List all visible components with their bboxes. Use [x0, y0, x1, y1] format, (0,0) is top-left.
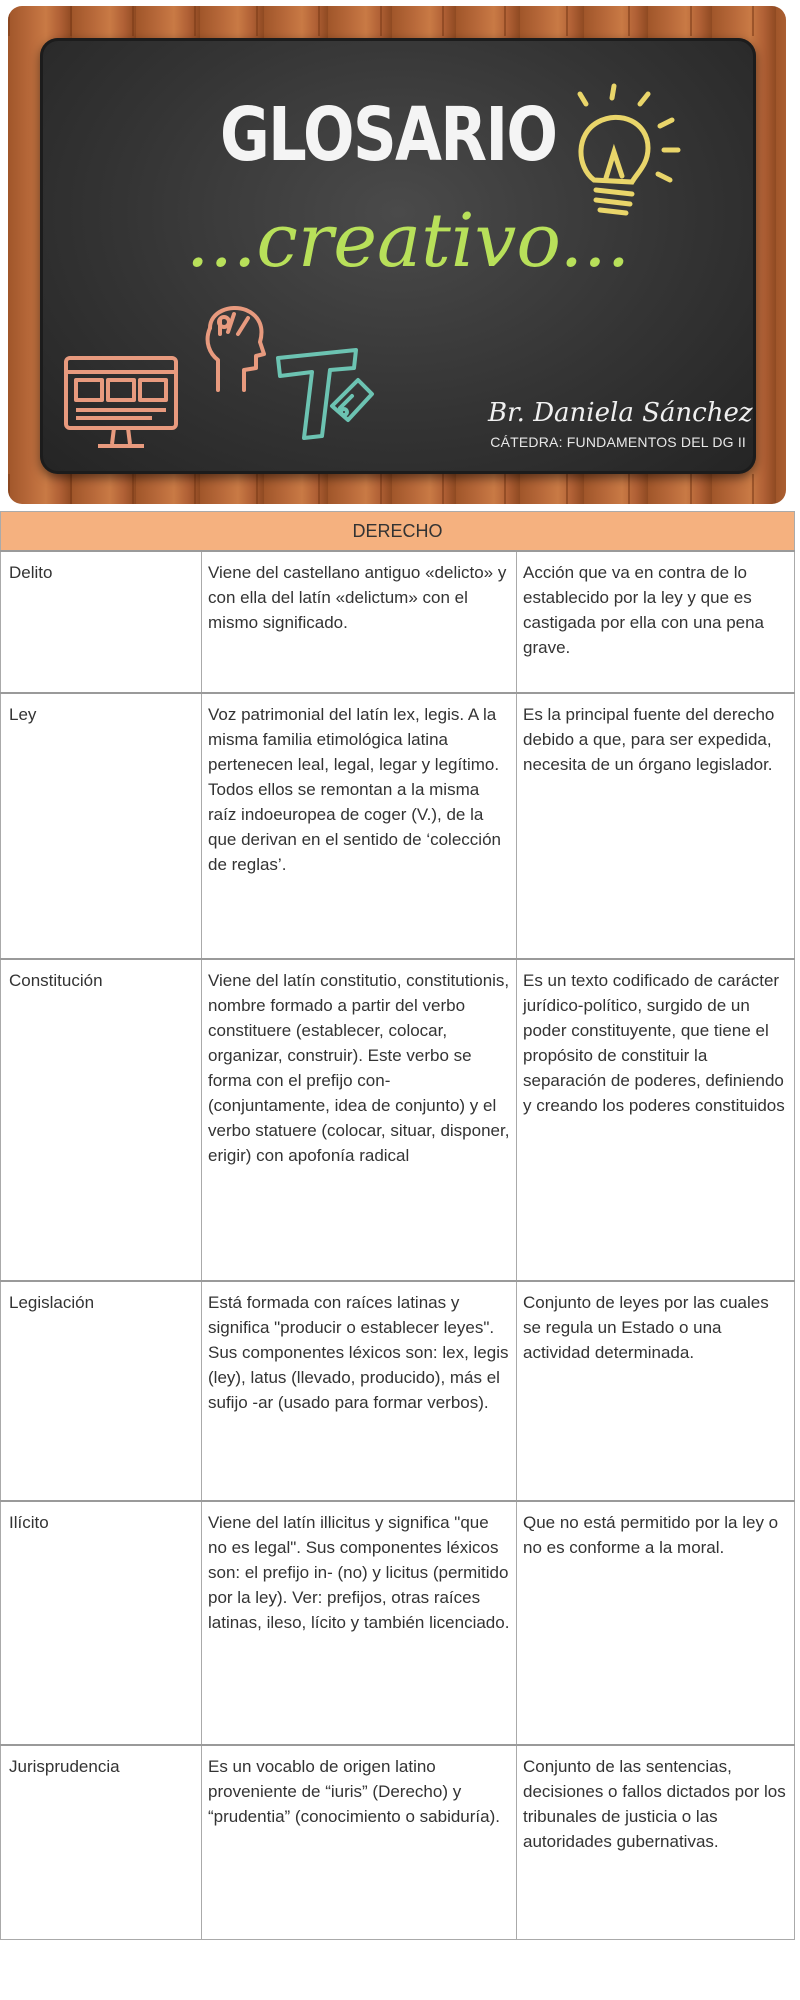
term-cell: Legislación [1, 1281, 202, 1501]
banner [8, 6, 786, 504]
etymology-cell: Es un vocablo de origen latino proveniente de “iuris” (Derecho) y “prudentia” (conocimiento o sabiduría). [202, 1745, 517, 1939]
lightbulb-icon [548, 82, 688, 232]
table-section-header: DERECHO [1, 512, 795, 552]
term-cell: Ley [1, 693, 202, 959]
term-cell: Ilícito [1, 1501, 202, 1745]
definition-cell: Acción que va en contra de lo establecido por la ley y que es castigada por ella con una pena grave. [517, 551, 795, 693]
table-header-row [1, 512, 795, 552]
course-name: CÁTEDRA: FUNDAMENTOS DEL DG II [490, 434, 746, 450]
etymology-cell: Viene del latín illicitus y significa "que no es legal". Sus componentes léxicos son: el prefijo in- (no) y licitus (permitido por la ley). Ver: prefijos, otras raíces latinas, ileso, lícito y también licenciado. [202, 1501, 517, 1745]
etymology-cell: Está formada con raíces latinas y significa "producir o establecer leyes". Sus componentes léxicos son: lex, legis (ley), latus (llevado, producido), más el sufijo -ar (usado para formar verbos). [202, 1281, 517, 1501]
etymology-cell: Voz patrimonial del latín lex, legis. A la misma familia etimológica latina pertenecen leal, legal, legar y legítimo. Todos ellos se remontan a la misma raíz indoeuropea de coger (V.), de la que derivan en el sentido de ‘colección de reglas’. [202, 693, 517, 959]
wood-frame-top [8, 6, 786, 36]
web-layout-icon [62, 354, 184, 454]
banner-subtitle: ...creativo... [185, 198, 631, 284]
definition-cell: Es un texto codificado de carácter jurídico-político, surgido de un poder constituyente, que tiene el propósito de constituir la separación de poderes, definiendo y creando los poderes constituidos [517, 959, 795, 1281]
table-row [1, 693, 795, 959]
wood-frame-bottom [8, 474, 786, 504]
term-cell: Jurisprudencia [1, 1745, 202, 1939]
definition-cell: Que no está permitido por la ley o no es conforme a la moral. [517, 1501, 795, 1745]
table-row [1, 1745, 795, 1939]
table-row [1, 551, 795, 693]
term-cell: Delito [1, 551, 202, 693]
thinking-head-icon [190, 298, 280, 398]
definition-cell: Conjunto de las sentencias, decisiones o fallos dictados por los tribunales de justicia o las autoridades gubernativas. [517, 1745, 795, 1939]
glossary-table [0, 511, 795, 1940]
typography-icon [270, 346, 380, 446]
table-row [1, 1501, 795, 1745]
etymology-cell: Viene del latín constitutio, constitutionis, nombre formado a partir del verbo constituere (establecer, colocar, organizar, construir). Este verbo se forma con el prefijo con- (conjuntamente, idea de conjunto) y el verbo statuere (colocar, situar, disponer, erigir) con apofonía radical [202, 959, 517, 1281]
banner-title: GLOSARIO [220, 92, 557, 178]
definition-cell: Es la principal fuente del derecho debido a que, para ser expedida, necesita de un órgano legislador. [517, 693, 795, 959]
table-row [1, 1281, 795, 1501]
etymology-cell: Viene del castellano antiguo «delicto» y con ella del latín «delictum» con el mismo significado. [202, 551, 517, 693]
term-cell: Constitución [1, 959, 202, 1281]
author-name: Br. Daniela Sánchez [488, 398, 753, 428]
table-row [1, 959, 795, 1281]
definition-cell: Conjunto de leyes por las cuales se regula un Estado o una actividad determinada. [517, 1281, 795, 1501]
